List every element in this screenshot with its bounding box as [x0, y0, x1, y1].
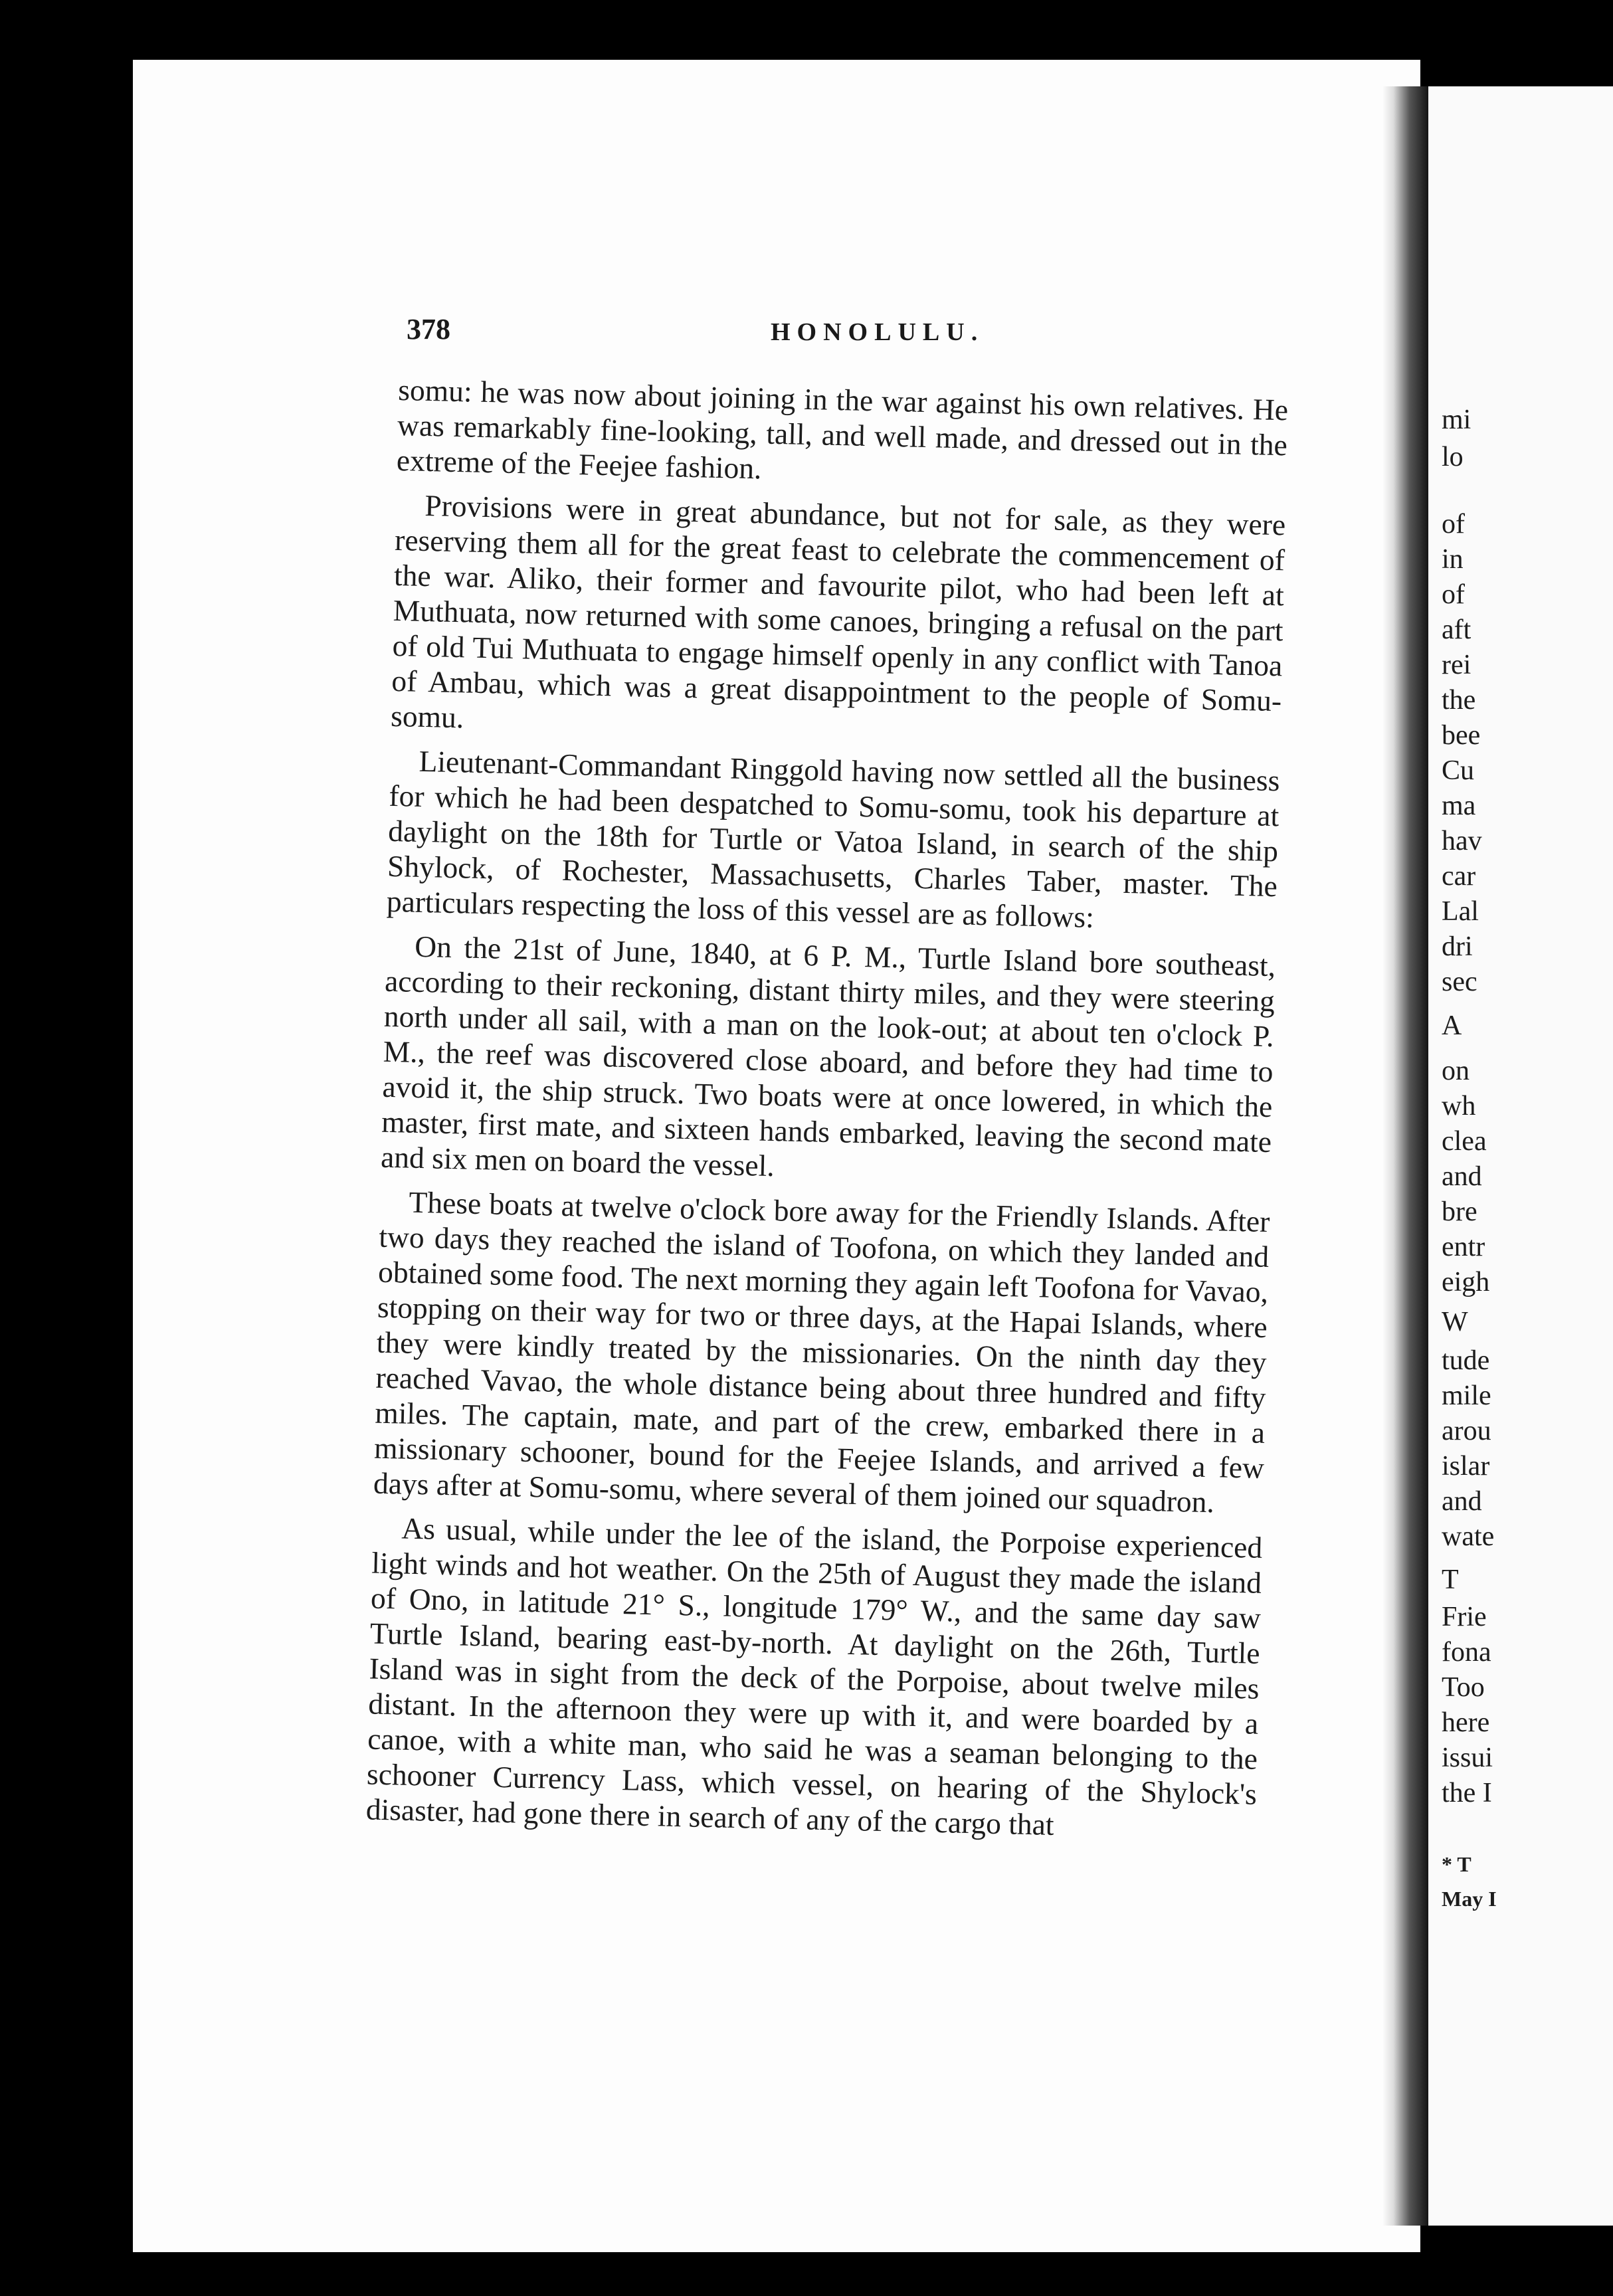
right-page-fragment: here [1442, 1707, 1490, 1738]
right-page-fragment: eigh [1442, 1267, 1490, 1297]
right-page-fragment: on [1442, 1056, 1470, 1086]
book-gutter [1382, 86, 1428, 2226]
right-page-fragment: T [1442, 1565, 1459, 1595]
right-page-fragment: aft [1442, 615, 1471, 645]
right-page-fragment: rei [1442, 650, 1471, 680]
right-page-fragment: and [1442, 1161, 1482, 1192]
right-page-fragment: entr [1442, 1232, 1485, 1262]
right-page-fragment: and [1442, 1486, 1482, 1517]
right-page-fragment: the I [1442, 1778, 1492, 1808]
right-page-fragment: ma [1442, 791, 1476, 821]
right-page-fragment: hav [1442, 826, 1482, 856]
paragraph: somu: he was now about joining in the war against his own relatives. He was remarkably fine-looking, tall, and well made, and dressed out in the extreme of the Feejee fashion. [396, 372, 1289, 486]
right-page-fragment: bre [1442, 1196, 1477, 1227]
right-page-fragment: W [1442, 1307, 1468, 1337]
paragraph: Provisions were in great abundance, but not for sale, as they were reserving them all for the great feast to celebrate the commencement of the war. Aliko, their former and favourite pilot, who had been left at Muthuata, now returned with some canoes, bringing a refusal on the part of old Tui Muthuata to engage himself openly in any conflict with Tanoa of Ambau, which was a great disappointment to the people of Somu-somu. [390, 488, 1286, 735]
right-page-fragment: in [1442, 544, 1464, 575]
right-page-fragment: Lal [1442, 896, 1479, 927]
right-page-fragment: the [1442, 685, 1476, 716]
right-page-footnote-fragment: May I [1442, 1887, 1497, 1911]
paragraph: On the 21st of June, 1840, at 6 P. M., Turtle Island bore southeast, according to their reckoning, distant thirty miles, and they were steering north under all sail, with a man on the look-out; at about ten o'clock P. M., the reef was discovered close aboard, and before they had time to avoid it, the ship struck. Two boats were at once lowered, in which the master, first mate, and sixteen hands embarked, leaving the second mate and six men on board the vessel. [380, 929, 1276, 1183]
right-page-fragment: fona [1442, 1637, 1491, 1668]
right-page-fragment: dri [1442, 931, 1473, 962]
right-page-fragment: sec [1442, 967, 1477, 997]
right-page-fragment: tude [1442, 1345, 1490, 1376]
paragraph: Lieutenant-Commandant Ringgold having now settled all the business for which he had been despatched to Somu-somu, took his departure at daylight on the 18th for Turtle or Vatoa Island, in search of the ship Shylock, of Rochester, Massachusetts, Charles Taber, master. The particulars respecting the loss of this vessel are as follows: [386, 743, 1280, 934]
running-head: HONOLULU. [771, 318, 985, 346]
right-page-fragment: wate [1442, 1521, 1495, 1552]
right-page-fragment: wh [1442, 1091, 1476, 1121]
right-page-fragment: Too [1442, 1672, 1485, 1703]
right-page-footnote-fragment: * T [1442, 1852, 1471, 1876]
right-page-fragment: lo [1442, 442, 1464, 472]
right-page-fragment: bee [1442, 720, 1481, 751]
right-page-fragment: Frie [1442, 1602, 1487, 1632]
right-page-fragment: islar [1442, 1451, 1490, 1482]
right-page-fragment: issui [1442, 1743, 1493, 1773]
right-page-fragment: arou [1442, 1416, 1491, 1446]
right-page-fragment: clea [1442, 1126, 1487, 1157]
right-page-fragment: car [1442, 861, 1476, 892]
body-text [365, 372, 1289, 1856]
paragraph: These boats at twelve o'clock bore away for the Friendly Islands. After two days they reached the island of Toofona, on which they landed and obtained some food. The next morning they again left Toofona for Vavao, stopping on their way for two or three days, at the Hapai Islands, where they were kindly treated by the missionaries. On the ninth day they reached Vavao, the whole distance being about three hundred and fifty miles. The captain, mate, and part of the crew, embarked there in a missionary schooner, bound for the Feejee Islands, and arrived a few days after at Somu-somu, where several of them joined our squadron. [373, 1185, 1270, 1519]
right-page-fragment: mile [1442, 1381, 1491, 1411]
right-page-fragment: of [1442, 579, 1465, 610]
page-number: 378 [407, 313, 450, 345]
right-page-fragment: of [1442, 509, 1465, 539]
right-page-fragment: mi [1442, 405, 1471, 435]
right-page-fragment: A [1442, 1010, 1462, 1041]
right-page-fragment: Cu [1442, 755, 1475, 786]
paragraph: As usual, while under the lee of the island, the Porpoise experienced light winds and hot weather. On the 25th of August they made the island of Ono, in latitude 21° S., longitude 179° W., and the same day saw Turtle Island, bearing east-by-north. At daylight on the 26th, Turtle Island was in sight from the deck of the Porpoise, about twelve miles distant. In the afternoon they were up with it, and were boarded by a canoe, with a white man, who said he was a seaman belonging to the schooner Currency Lass, which vessel, on hearing of the Shylock's disaster, had gone there in search of any of the cargo that [365, 1511, 1263, 1842]
